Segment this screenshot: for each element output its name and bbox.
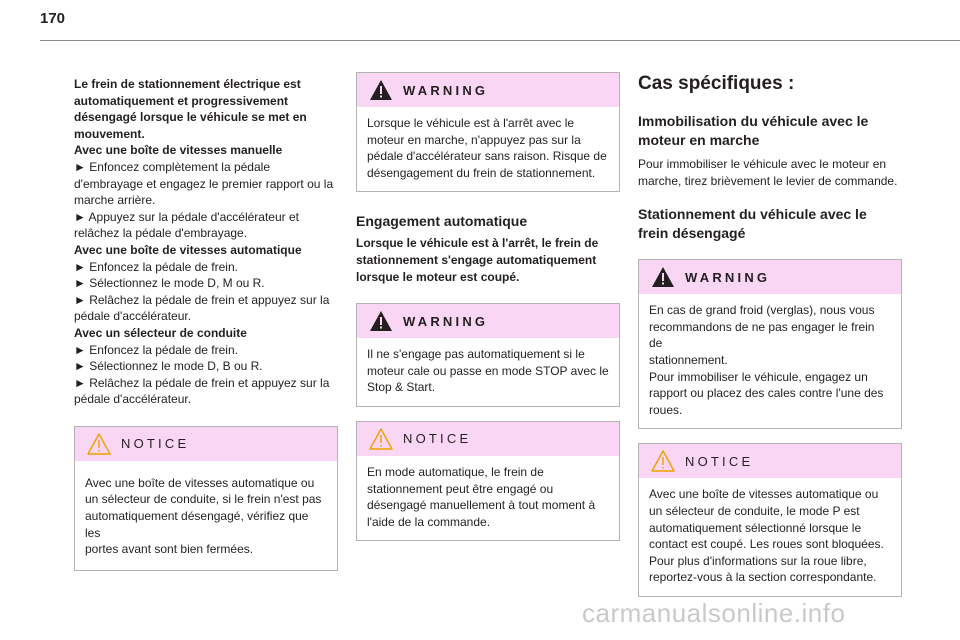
subsection-heading [638, 205, 902, 243]
notice-body [357, 456, 619, 540]
text-line: désengagement du frein de stationnement. [367, 165, 596, 180]
text-line: reportez-vous à la section correspondante. [649, 570, 877, 585]
text-line: ► Enfoncez la pédale de frein. [74, 259, 238, 274]
warning-body [357, 107, 619, 191]
text-line: Avec une boîte de vitesses manuelle [74, 143, 283, 158]
notice-triangle-icon [87, 433, 111, 455]
text-line: automatiquement et progressivement [74, 93, 289, 108]
notice-body [639, 478, 901, 596]
header-rule [40, 40, 960, 41]
text-line: ► Relâchez la pédale de frein et appuyez sur la [74, 292, 330, 307]
warning-header [357, 304, 619, 338]
section-heading: Engagement automatique [356, 213, 528, 230]
notice-body [75, 461, 337, 570]
text-line: stationnement peut être engagé ou [367, 481, 554, 496]
text-line: portes avant sont bien fermées. [85, 542, 254, 557]
warning-box [356, 72, 620, 192]
text-line: pédale d'accélérateur sans raison. Risque de [367, 149, 607, 164]
column-middle [356, 72, 620, 541]
text-line: Avec une boîte de vitesses automatique [74, 242, 302, 257]
notice-title: NOTICE [685, 453, 754, 469]
text-line: marche arrière. [74, 193, 156, 208]
warning-title: WARNING [685, 269, 771, 285]
notice-header [639, 444, 901, 478]
text-line: Il ne s'engage pas automatiquement si le [367, 347, 585, 362]
text-line: stationnement s'engage automatiquement [356, 252, 597, 267]
notice-header [357, 422, 619, 456]
notice-triangle-icon [369, 428, 393, 450]
text-line: pédale d'accélérateur. [74, 309, 192, 324]
text-line: l'aide de la commande. [367, 514, 491, 529]
text-line: ► Appuyez sur la pédale d'accélérateur et [74, 209, 299, 224]
column-left [74, 76, 338, 571]
notice-title: NOTICE [121, 436, 190, 452]
intro-text [74, 76, 338, 408]
text-line: un sélecteur de conduite, le mode P est [649, 503, 860, 518]
warning-header [639, 260, 901, 294]
heading-line: Stationnement du véhicule avec le [638, 206, 867, 223]
notice-header [75, 427, 337, 461]
subsection-text [638, 156, 902, 189]
text-line: pédale d'accélérateur. [74, 392, 192, 407]
text-line: moteur en marche, n'appuyez pas sur la [367, 132, 581, 147]
text-line: relâchez la pédale d'embrayage. [74, 226, 248, 241]
watermark: carmanualsonline.info [582, 598, 846, 628]
text-line: automatiquement désengagé, vérifiez que les [85, 509, 309, 540]
text-line: un sélecteur de conduite, si le frein n'est pas [85, 492, 322, 507]
notice-box [638, 443, 902, 597]
heading-line: frein désengagé [638, 225, 746, 242]
text-line: lorsque le moteur est coupé. [356, 269, 520, 284]
text-line: désengagé lorsque le véhicule se met en [74, 110, 307, 125]
text-line: Pour plus d'informations sur la roue libre, [649, 553, 867, 568]
text-line: Stop & Start. [367, 380, 436, 395]
text-line: ► Enfoncez complètement la pédale [74, 159, 270, 174]
text-line: mouvement. [74, 126, 145, 141]
text-line: Pour immobiliser le véhicule, engagez un [649, 369, 868, 384]
subsection-heading [638, 112, 902, 150]
text-line: stationnement. [649, 352, 728, 367]
warning-triangle-icon [369, 79, 393, 101]
warning-body [639, 294, 901, 428]
text-line: marche, tirez brièvement le levier de commande. [638, 173, 898, 188]
text-line: En mode automatique, le frein de [367, 464, 544, 479]
page-number: 170 [40, 10, 66, 27]
warning-triangle-icon [651, 266, 675, 288]
text-line: Lorsque le véhicule est à l'arrêt, le frein de [356, 236, 599, 251]
text-line: ► Sélectionnez le mode D, B ou R. [74, 359, 263, 374]
warning-box [638, 259, 902, 429]
text-line: rapport ou placez des cales contre l'une des [649, 386, 884, 401]
text-line: recommandons de ne pas engager le frein de [649, 319, 875, 351]
page-title: Cas spécifiques : [638, 73, 795, 94]
text-line: Pour immobiliser le véhicule avec le moteur en [638, 157, 887, 171]
text-line: En cas de grand froid (verglas), nous vous [649, 303, 875, 318]
text-line: ► Enfoncez la pédale de frein. [74, 342, 238, 357]
text-line: automatiquement sélectionné lorsque le [649, 520, 862, 535]
text-line: moteur cale ou passe en mode STOP avec le [367, 363, 609, 378]
column-right [638, 72, 902, 597]
text-line: Le frein de stationnement électrique est [74, 77, 301, 91]
warning-header [357, 73, 619, 107]
notice-box [356, 421, 620, 541]
text-line: Avec une boîte de vitesses automatique ou [649, 487, 879, 502]
text-line: ► Relâchez la pédale de frein et appuyez sur la [74, 375, 330, 390]
text-line: ► Sélectionnez le mode D, M ou R. [74, 276, 265, 291]
warning-title: WARNING [403, 82, 489, 98]
text-line: désengagé manuellement à tout moment à [367, 498, 596, 513]
text-line: Avec un sélecteur de conduite [74, 325, 247, 340]
warning-body [357, 338, 619, 406]
notice-box [74, 426, 338, 571]
intro-text [356, 235, 620, 285]
warning-box [356, 303, 620, 407]
text-line: Avec une boîte de vitesses automatique ou [85, 475, 315, 490]
text-line: contact est coupé. Les roues sont bloquées. [649, 537, 884, 552]
text-line: roues. [649, 402, 683, 417]
notice-title: NOTICE [403, 431, 472, 447]
warning-title: WARNING [403, 313, 489, 329]
heading-line: Immobilisation du véhicule avec le [638, 113, 869, 129]
text-line: d'embrayage et engagez le premier rapport ou la [74, 176, 334, 191]
text-line: Lorsque le véhicule est à l'arrêt avec le [367, 116, 575, 130]
notice-triangle-icon [651, 450, 675, 472]
warning-triangle-icon [369, 310, 393, 332]
heading-line: moteur en marche [638, 132, 760, 148]
